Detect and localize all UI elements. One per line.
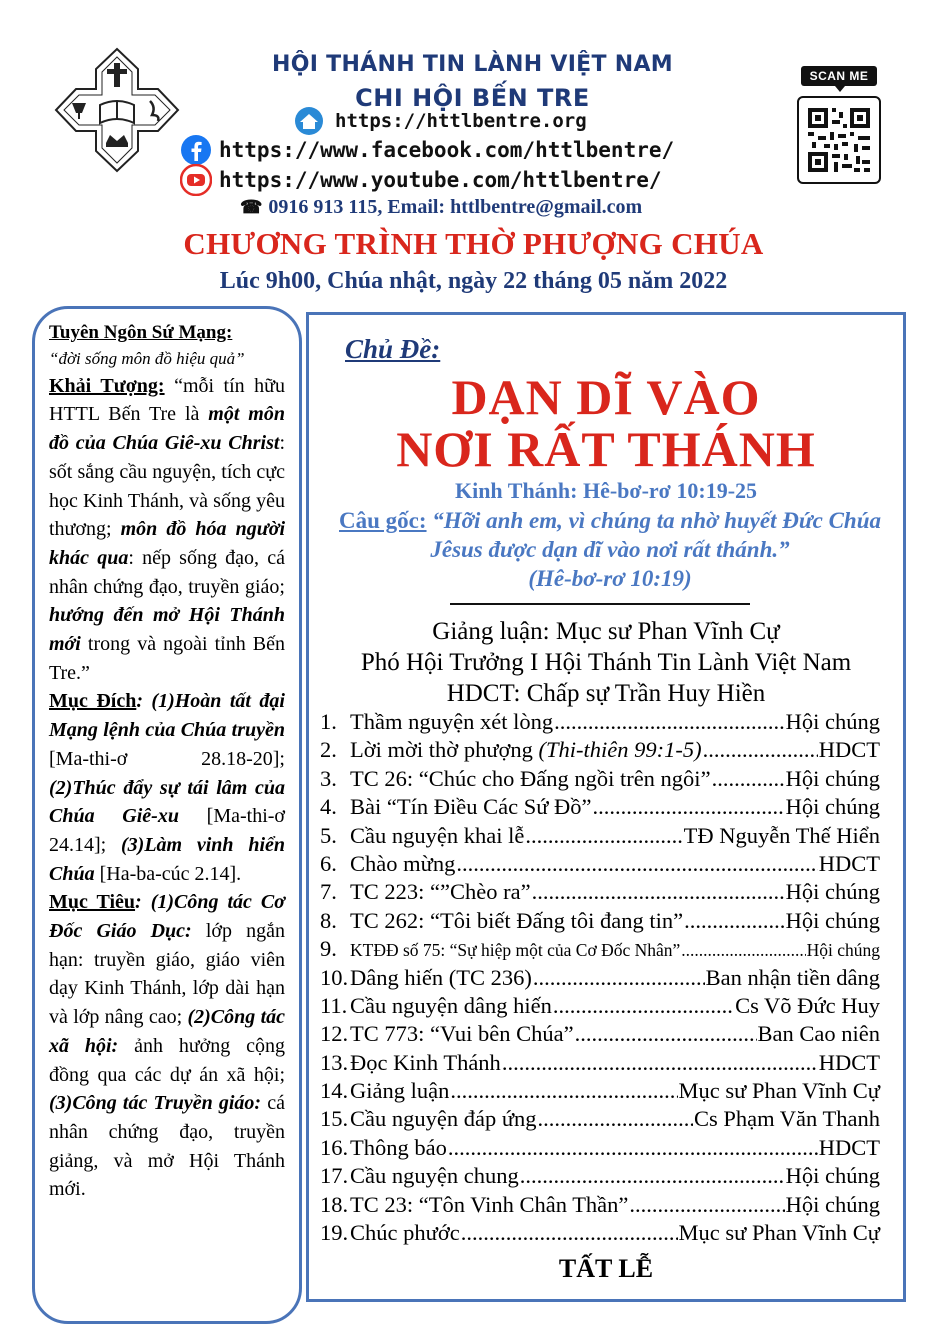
item-leader: HDCT <box>818 737 880 763</box>
purpose-text-5: (3)Làm vinh hiển Chúa <box>49 833 286 885</box>
list-item <box>320 737 880 765</box>
item-number: 11. <box>320 992 348 1018</box>
item-number: 5. <box>320 822 337 848</box>
item-label: Chúc phước <box>350 1220 460 1246</box>
purpose-text-4: [Ma-thi-ơ 24.14]; <box>49 805 285 856</box>
item-label: Đọc Kinh Thánh <box>350 1049 501 1075</box>
youtube-link[interactable]: https://www.youtube.com/httlbentre/ <box>219 168 662 192</box>
list-item <box>320 823 880 851</box>
leader-dots <box>461 1220 678 1246</box>
host-line: HDCT: Chấp sự Trần Huy Hiền <box>446 680 766 707</box>
purpose-label: Mục Đích <box>49 690 137 713</box>
item-number: 15. <box>320 1106 349 1132</box>
theme-title-line-2: NƠI RẤT THÁNH <box>396 421 816 477</box>
item-label: TC 223: “”Chèo ra” <box>350 879 531 905</box>
item-label: Cầu nguyện khai lễ <box>350 822 525 848</box>
goal-text-1: : (1)Công tác Cơ Đốc Giáo Dục: <box>49 891 285 943</box>
item-label: TC 26: “Chúc cho Đấng ngồi trên ngôi” <box>350 765 711 791</box>
list-item <box>320 1135 880 1163</box>
item-leader: Hội chúng <box>785 907 880 933</box>
leader-dots <box>533 965 705 991</box>
list-item <box>320 709 880 737</box>
goal-text-2: lớp ngắn hạn: truyền giáo, giáo viên dạy Kinh Thánh, lớp dài hạn và lớp nâng cao; <box>49 920 285 1029</box>
item-label: KTĐĐ số 75: “Sự hiệp một của Cơ Đốc Nhân” <box>350 940 681 961</box>
leader-dots <box>520 1163 785 1189</box>
item-leader: Cs Phạm Văn Thanh <box>693 1106 880 1132</box>
list-item <box>320 1078 880 1106</box>
mission-tagline: “đời sống môn đồ hiệu quả” <box>49 348 245 368</box>
item-number: 7. <box>320 879 337 905</box>
leader-dots <box>575 1021 757 1047</box>
item-label-text: Lời mời thờ phượng <box>350 737 539 763</box>
list-item <box>320 1192 880 1220</box>
leader-dots <box>554 709 785 735</box>
service-time: Lúc 9h00, Chúa nhật, ngày 22 tháng 05 năm 2022 <box>219 268 728 294</box>
list-item <box>320 965 880 993</box>
list-item <box>320 794 880 822</box>
website-link[interactable]: https://httlbentre.org <box>335 110 587 132</box>
facebook-link[interactable]: https://www.facebook.com/httlbentre/ <box>219 138 675 162</box>
item-number: 18. <box>320 1191 349 1217</box>
closing-label: TẤT LỄ <box>558 1254 654 1283</box>
goal-text-3: (2)Công tác xã hội: <box>49 1006 286 1057</box>
leader-dots <box>703 737 818 763</box>
item-leader: Hội chúng <box>785 794 880 820</box>
list-item <box>320 879 880 907</box>
vision-text-1: “mỗi tín hữu HTTL Bến Tre là <box>49 374 285 426</box>
section-divider <box>450 603 750 605</box>
item-label: Thông báo <box>350 1134 447 1160</box>
theme-title-line-1: DẠN DĨ VÀO <box>451 369 761 425</box>
item-leader: HDCT <box>818 1134 880 1160</box>
speaker-line: Giảng luận: Mục sư Phan Vĩnh Cự <box>432 618 780 645</box>
leader-dots <box>712 766 785 792</box>
item-number: 10. <box>320 964 349 990</box>
list-item <box>320 936 880 964</box>
list-item <box>320 993 880 1021</box>
order-of-service <box>320 709 880 1248</box>
leader-dots <box>502 1050 818 1076</box>
item-number: 1. <box>320 709 337 734</box>
item-leader: TĐ Nguyễn Thế Hiển <box>683 822 880 848</box>
qr-code-block[interactable] <box>797 66 881 186</box>
contact-text: 0916 913 115, Email: httlbentre@gmail.com <box>268 196 643 218</box>
vision-text-6: hướng đến mở Hội Thánh mới <box>49 604 285 656</box>
item-number: 19. <box>320 1220 349 1246</box>
item-label: Bài “Tín Điều Các Sứ Đồ” <box>350 794 592 820</box>
vision-text-7: trong và ngoài tỉnh Bến Tre.” <box>49 633 285 684</box>
item-label-ref: (Thi-thiên 99:1-5) <box>538 737 702 763</box>
phone-icon: ☎ <box>240 197 263 217</box>
mission-heading: Tuyên Ngôn Sứ Mạng: <box>49 322 233 343</box>
qr-code[interactable] <box>797 96 881 184</box>
item-number: 8. <box>320 907 337 933</box>
leader-dots <box>448 1135 818 1161</box>
item-leader: Hội chúng <box>785 765 880 791</box>
leader-dots <box>593 794 785 820</box>
purpose-text-3: (2)Thúc đẩy sự tái lâm của Chúa Giê-xu <box>49 776 285 828</box>
vision-text-4: môn đồ hóa người khác qua <box>49 518 286 569</box>
youtube-row[interactable] <box>180 164 662 196</box>
item-label: Thầm nguyện xét lòng <box>350 709 554 734</box>
key-verse-ref: (Hê-bơ-rơ 10:19) <box>528 566 692 591</box>
purpose-text-2: [Ma-thi-ơ 28.18-20]; <box>49 747 285 770</box>
item-label: TC 23: “Tôn Vinh Chân Thần” <box>350 1191 629 1217</box>
item-number: 2. <box>320 737 337 763</box>
item-leader: Mục sư Phan Vĩnh Cự <box>678 1220 880 1246</box>
item-number: 4. <box>320 794 337 820</box>
item-label: Giảng luận <box>350 1078 450 1104</box>
list-item <box>320 1021 880 1049</box>
home-icon <box>291 106 329 136</box>
website-row[interactable] <box>291 106 587 136</box>
key-verse-text: “Hỡi anh em, vì chúng ta nhờ huyết Đức Chúa Jêsus được dạn dĩ vào nơi rất thánh.” <box>426 508 881 562</box>
purpose-paragraph <box>49 687 285 888</box>
theme-label: Chủ Đề: <box>345 334 441 364</box>
leader-dots <box>532 879 785 905</box>
leader-dots <box>538 1106 693 1132</box>
scripture-reference: Kinh Thánh: Hê-bơ-rơ 10:19-25 <box>454 478 758 503</box>
goal-paragraph <box>49 888 285 1204</box>
list-item <box>320 766 880 794</box>
list-item <box>320 1050 880 1078</box>
item-number: 12. <box>320 1021 349 1047</box>
item-leader: Hội chúng <box>806 940 880 961</box>
item-leader: Cs Võ Đức Huy <box>735 992 880 1018</box>
purpose-text-6: [Ha-ba-cúc 2.14]. <box>94 862 242 885</box>
goal-label: Mục Tiêu <box>49 891 136 914</box>
item-leader: Hội chúng <box>785 1191 880 1217</box>
goal-text-4: ảnh hưởng cộng đồng qua các dự án xã hội; <box>49 1034 286 1086</box>
item-leader: Ban nhận tiền dâng <box>705 964 880 990</box>
item-number: 16. <box>320 1134 349 1160</box>
item-leader: HDCT <box>818 1049 880 1075</box>
item-label: Chào mừng <box>350 850 456 876</box>
program-title: CHƯƠNG TRÌNH THỜ PHƯỢNG CHÚA <box>183 226 764 261</box>
contact-line <box>240 196 642 219</box>
scan-me-label: SCAN ME <box>801 66 877 86</box>
facebook-row[interactable] <box>180 134 674 166</box>
item-number: 17. <box>320 1163 349 1189</box>
purpose-text-1: : (1)Hoàn tất đại Mạng lệnh của Chúa truyền <box>49 690 285 742</box>
list-item <box>320 1163 880 1191</box>
vision-text-3: : sốt sắng cầu nguyện, tích cực học Kinh Thánh, và sống yêu thương; <box>49 432 285 541</box>
branch-name: CHI HỘI BẾN TRE <box>355 84 590 112</box>
mission-statement-box <box>32 306 302 1324</box>
org-name: HỘI THÁNH TIN LÀNH VIỆT NAM <box>271 52 674 77</box>
vision-label: Khải Tượng: <box>49 374 165 397</box>
speaker-title: Phó Hội Trưởng I Hội Thánh Tin Lành Việt Nam <box>360 649 852 676</box>
vision-text-5: : nếp sống đạo, cá nhân chứng đạo, truyền giáo; <box>49 546 285 598</box>
list-item <box>320 1220 880 1248</box>
item-label: Cầu nguyện dâng hiến <box>350 992 552 1018</box>
item-number: 14. <box>320 1078 349 1104</box>
item-label: Dâng hiến (TC 236) <box>350 964 532 990</box>
goal-text-5: (3)Công tác Truyền giáo: <box>49 1092 262 1115</box>
item-label: Cầu nguyện đáp ứng <box>350 1106 537 1132</box>
leader-dots <box>525 823 682 849</box>
list-item <box>320 908 880 936</box>
goal-text-6: cá nhân chứng đạo, truyền giảng, và mở Hội Thánh mới. <box>49 1092 285 1201</box>
key-verse <box>330 506 890 593</box>
item-leader: Hội chúng <box>785 1163 880 1189</box>
vision-text-2: một môn đồ của Chúa Giê-xu Christ <box>49 403 285 455</box>
leader-dots <box>456 851 817 877</box>
vision-paragraph <box>49 372 285 688</box>
item-number: 13. <box>320 1049 349 1075</box>
item-number: 3. <box>320 765 337 791</box>
item-label <box>350 737 702 763</box>
item-leader: HDCT <box>818 850 880 876</box>
facebook-icon <box>180 134 212 166</box>
speaker-block <box>306 616 906 709</box>
church-logo <box>52 45 182 175</box>
item-leader: Hội chúng <box>785 879 880 905</box>
leader-dots <box>684 908 785 934</box>
list-item <box>320 1106 880 1134</box>
item-label: TC 773: “Vui bên Chúa” <box>350 1021 574 1047</box>
key-verse-label: Câu gốc: <box>339 508 427 533</box>
youtube-icon <box>180 164 212 196</box>
list-item <box>320 851 880 879</box>
item-leader: Ban Cao niên <box>757 1021 880 1047</box>
item-label: Cầu nguyện chung <box>350 1163 519 1189</box>
item-number: 6. <box>320 850 337 876</box>
leader-dots <box>629 1192 784 1218</box>
leader-dots <box>553 993 734 1019</box>
item-number: 9. <box>320 936 337 962</box>
item-leader: Mục sư Phan Vĩnh Cự <box>678 1078 880 1104</box>
item-label: TC 262: “Tôi biết Đấng tôi đang tin” <box>350 907 684 933</box>
leader-dots <box>450 1078 677 1104</box>
leader-dots <box>681 940 805 961</box>
qr-code-icon <box>799 98 879 182</box>
item-leader: Hội chúng <box>785 709 880 734</box>
